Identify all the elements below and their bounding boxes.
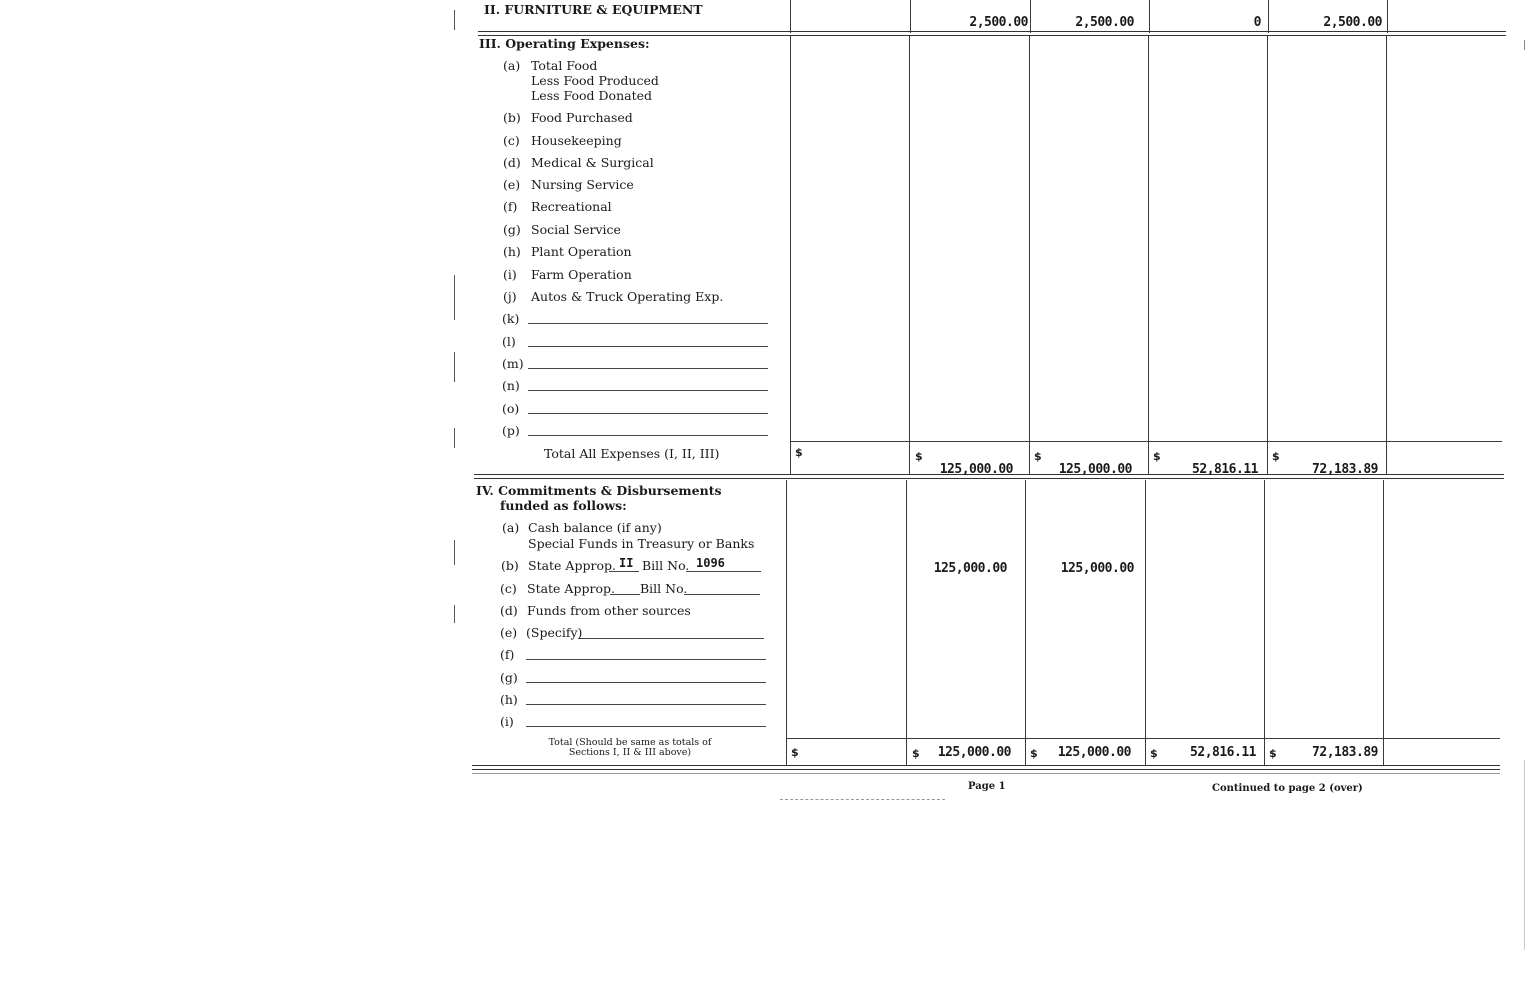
item-letter: (d) [503,155,521,170]
item-letter: (i) [503,267,517,282]
section-iv-total-value: 52,816.11 [1190,745,1256,760]
column-rule [1268,0,1269,33]
item-letter: (f) [500,647,515,662]
column-rule [906,480,907,765]
other-funds-label: Funds from other sources [527,603,691,618]
currency-symbol: $ [1269,747,1277,760]
blank-entry-line [528,368,768,369]
bill-no-label: Bill No. [642,558,690,573]
item-letter: (e) [503,177,521,192]
section-ii-value: 0 [1253,15,1261,30]
expense-item-label: Less Food Produced [531,73,659,88]
total-all-expenses-value: 125,000.00 [1058,462,1132,477]
continued-note: Continued to page 2 (over) [1212,783,1363,794]
item-letter: (e) [500,625,518,640]
footer-rule [472,773,1500,774]
section-ii-value: 2,500.00 [969,15,1028,30]
column-rule [1264,480,1265,765]
column-rule [1148,35,1149,475]
currency-symbol: $ [912,747,920,760]
bill-no-line [686,571,761,572]
item-letter: (a) [502,520,520,535]
column-rule [1383,480,1384,765]
expense-item-label: Nursing Service [531,177,634,192]
column-rule [790,35,791,475]
item-letter: (h) [503,244,521,259]
margin-mark [454,605,455,623]
page-number: Page 1 [968,781,1006,792]
total-all-expenses-value: 52,816.11 [1192,462,1258,477]
bill-no-handwritten: 1096 [696,556,725,570]
state-approp-value: 125,000.00 [933,561,1007,576]
section-iv-total-value: 72,183.89 [1312,745,1378,760]
scan-artifact-line [780,799,945,800]
currency-symbol: $ [1030,747,1038,760]
item-letter: (c) [500,581,517,596]
blank-entry-line [528,323,768,324]
currency-symbol: $ [1150,747,1158,760]
total-all-expenses-label: Total All Expenses (I, II, III) [544,446,720,461]
item-letter: (h) [500,692,518,707]
expense-item-label: Recreational [531,199,612,214]
item-letter: (a) [503,58,521,73]
expense-item-label: Less Food Donated [531,88,652,103]
section-ii-value: 2,500.00 [1323,15,1382,30]
column-rule [1029,35,1030,475]
currency-symbol: $ [915,450,923,463]
section-iv-total-label-continued: Sections I, II & III above) [568,747,692,758]
item-letter: (m) [502,356,524,371]
expense-item-label: Housekeeping [531,133,622,148]
margin-mark [454,275,455,320]
expense-item-label: Food Purchased [531,110,633,125]
section-ii-heading: II. FURNITURE & EQUIPMENT [484,2,703,17]
bill-no-label: Bill No. [640,581,688,596]
section-iv-total-top-rule [786,738,1500,739]
specify-line [578,638,764,639]
currency-symbol: $ [1034,450,1042,463]
column-rule [910,0,911,33]
item-letter: (i) [500,714,514,729]
blank-entry-line [528,390,768,391]
total-all-expenses-top-rule [790,441,1502,442]
margin-mark [454,352,455,382]
section-iv-heading: IV. Commitments & Disbursements [476,483,722,498]
margin-mark [454,428,455,448]
section-iv-total-value: 125,000.00 [937,745,1011,760]
section-iv-total-value: 125,000.00 [1057,745,1131,760]
blank-entry-line [526,682,766,683]
currency-symbol: $ [795,446,803,459]
section-iv-heading-continued: funded as follows: [500,498,627,513]
column-rule [1149,0,1150,33]
margin-mark [454,540,455,565]
total-all-expenses-value: 72,183.89 [1312,462,1378,477]
item-letter: (g) [500,670,518,685]
blank-entry-line [526,659,766,660]
bill-no-line [684,594,760,595]
item-letter: (n) [502,378,520,393]
item-letter: (g) [503,222,521,237]
column-rule [790,0,791,33]
column-rule [1387,0,1388,33]
expense-item-label: Plant Operation [531,244,632,259]
section-ii-value: 2,500.00 [1075,15,1134,30]
column-rule [1025,480,1026,765]
approp-year-line [610,594,640,595]
item-letter: (f) [503,199,518,214]
item-letter: (p) [502,423,520,438]
blank-entry-line [528,435,768,436]
total-all-expenses-value: 125,000.00 [939,462,1013,477]
item-letter: (j) [503,289,517,304]
specify-label: (Specify) [526,625,583,640]
blank-entry-line [528,346,768,347]
blank-entry-line [526,726,766,727]
expense-item-label: Medical & Surgical [531,155,654,170]
section-iv-total-label: Total (Should be same as totals of [548,737,712,748]
item-letter: (k) [502,311,520,326]
currency-symbol: $ [1153,450,1161,463]
cash-balance-label: Cash balance (if any) [528,520,662,535]
blank-entry-line [526,704,766,705]
column-rule [1267,35,1268,475]
item-letter: (b) [501,558,519,573]
approp-year-handwritten: II [619,556,634,570]
column-rule [786,480,787,765]
approp-year-line [609,571,639,572]
section-iv-bottom-rule [472,765,1500,770]
column-rule [1030,0,1031,33]
currency-symbol: $ [791,746,799,759]
column-rule [1145,480,1146,765]
state-approp-label: State Approp. [527,581,615,596]
margin-mark [1524,40,1525,50]
margin-mark [1524,760,1525,950]
expense-item-label: Social Service [531,222,621,237]
expense-item-label: Total Food [531,58,598,73]
currency-symbol: $ [1272,450,1280,463]
item-letter: (l) [502,334,516,349]
expense-item-label: Autos & Truck Operating Exp. [531,289,724,304]
margin-mark [454,10,455,30]
item-letter: (d) [500,603,518,618]
item-letter: (o) [502,401,520,416]
item-letter: (c) [503,133,520,148]
column-rule [1386,35,1387,475]
special-funds-label: Special Funds in Treasury or Banks [528,536,755,551]
state-approp-label: State Approp. [528,558,616,573]
expense-item-label: Farm Operation [531,267,632,282]
section-iii-heading: III. Operating Expenses: [479,36,650,51]
item-letter: (b) [503,110,521,125]
state-approp-value: 125,000.00 [1060,561,1134,576]
column-rule [909,35,910,475]
blank-entry-line [528,413,768,414]
